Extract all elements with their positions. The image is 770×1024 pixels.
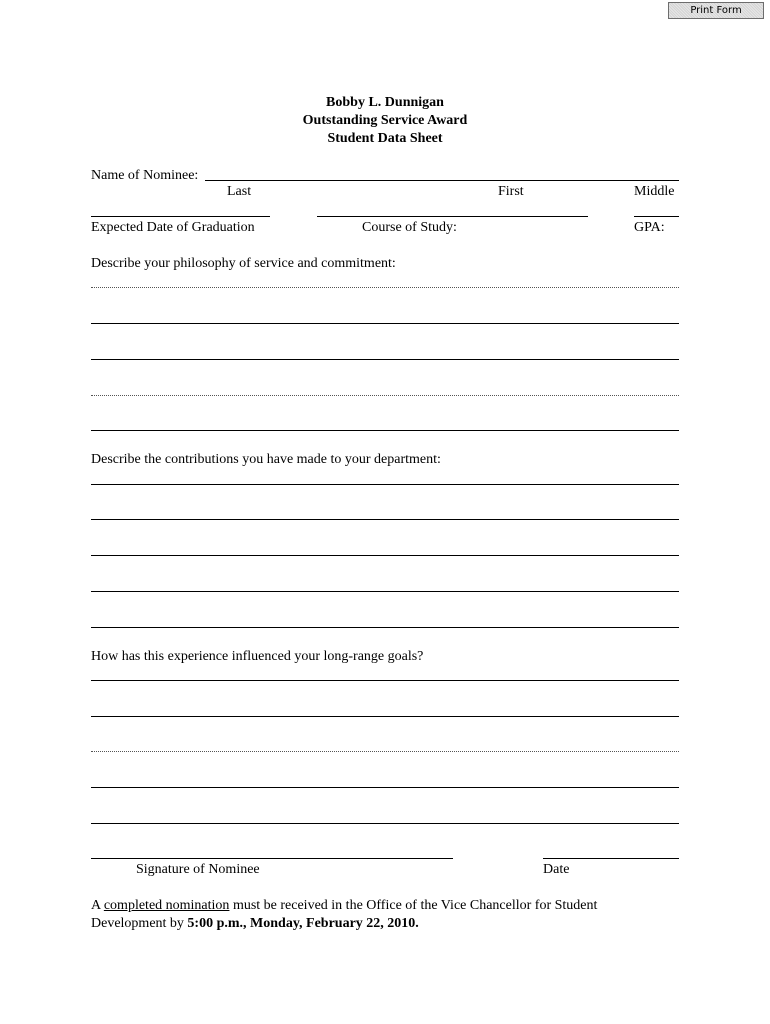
print-form-button[interactable]: Print Form [668,2,764,19]
nominee-name-label: Name of Nominee: [91,168,199,183]
award-name-title: Outstanding Service Award [302,113,468,128]
contributions-answer-line[interactable] [91,519,679,520]
deadline-text: 5:00 p.m., Monday, February 22, 2010. [187,916,419,931]
sheet-title: Student Data Sheet [327,131,443,146]
contributions-answer-line[interactable] [91,627,679,628]
philosophy-question: Describe your philosophy of service and commitment: [91,256,396,271]
graduation-date-label: Expected Date of Graduation [91,220,255,235]
course-of-study-field[interactable] [317,216,588,217]
award-sponsor-title: Bobby L. Dunnigan [326,95,444,110]
deadline-notice-line2 [91,916,419,932]
philosophy-answer-line[interactable] [91,359,679,360]
first-name-caption: First [498,184,524,199]
philosophy-answer-line[interactable] [91,287,679,288]
course-of-study-label: Course of Study: [362,220,457,235]
last-name-caption: Last [227,184,252,199]
goals-answer-line[interactable] [91,787,679,788]
notice-text: must be received in the Office of the Vice Chancellor for Student [229,898,598,913]
signature-field[interactable] [91,858,453,859]
notice-text: Development by [91,916,188,931]
gpa-field[interactable] [634,216,679,217]
graduation-date-field[interactable] [91,216,270,217]
deadline-notice-line1 [91,898,597,914]
date-field[interactable] [543,858,679,859]
signature-label: Signature of Nominee [136,862,260,877]
nominee-name-field[interactable] [205,180,679,181]
goals-question: How has this experience influenced your long-range goals? [91,649,424,664]
goals-answer-line[interactable] [91,823,679,824]
date-label: Date [543,862,570,877]
contributions-answer-line[interactable] [91,555,679,556]
philosophy-answer-line[interactable] [91,430,679,431]
contributions-answer-line[interactable] [91,484,679,485]
goals-answer-line[interactable] [91,751,679,752]
contributions-answer-line[interactable] [91,591,679,592]
completed-nomination-text: completed nomination [103,898,230,913]
middle-name-caption: Middle [634,184,675,199]
goals-answer-line[interactable] [91,680,679,681]
goals-answer-line[interactable] [91,716,679,717]
philosophy-answer-line[interactable] [91,323,679,324]
philosophy-answer-line[interactable] [91,395,679,396]
notice-text: A [91,898,104,913]
contributions-question: Describe the contributions you have made to your department: [91,452,441,467]
gpa-label: GPA: [634,220,665,235]
